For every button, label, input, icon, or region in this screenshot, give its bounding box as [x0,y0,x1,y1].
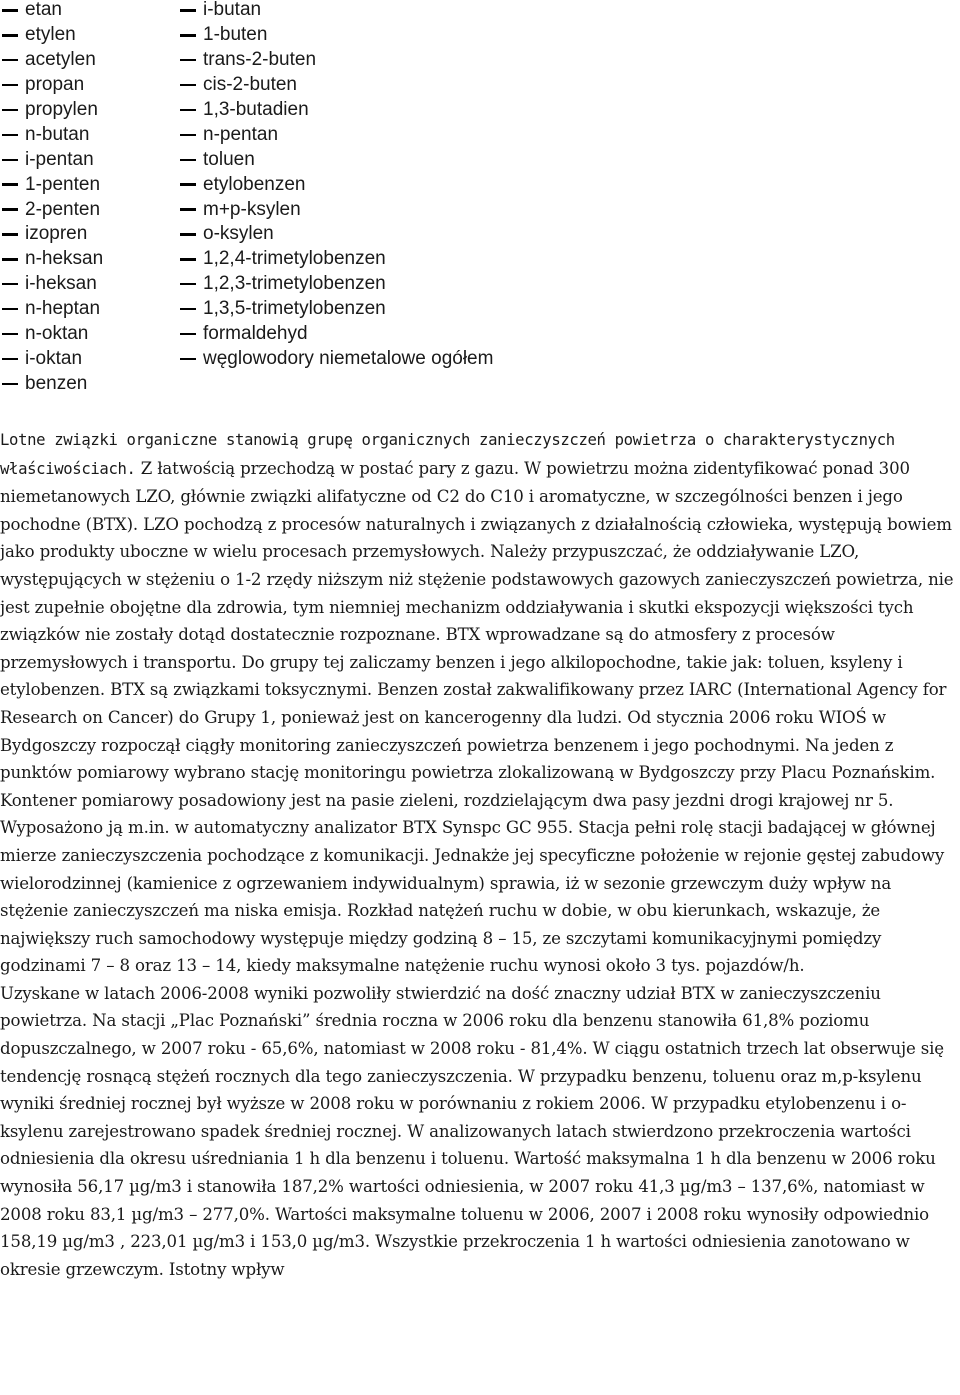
legend-item [180,172,493,197]
legend-item [2,23,103,48]
legend-label: n-heptan [25,298,101,320]
legend-label: propylen [25,99,98,120]
legend-item [2,73,103,98]
legend-column-right [180,0,493,371]
legend-item [180,297,493,322]
legend-label: i-butan [203,0,262,21]
legend-item [2,98,103,123]
legend-line-icon [180,159,196,162]
legend-item [180,23,493,48]
legend-item [180,73,493,98]
legend-label: węglowodory niemetalowe ogółem [203,347,494,369]
legend-label: izopren [25,223,88,245]
legend-label: 1,2,3-trimetylobenzen [203,273,386,295]
legend-item [180,197,493,222]
legend-item [2,346,103,371]
legend-line-icon [2,159,18,162]
legend-label: etylobenzen [203,173,306,195]
legend-item [2,222,103,247]
legend-label: 1-buten [203,24,268,46]
legend-label: 1,3,5-trimetylobenzen [203,298,386,320]
legend-line-icon [180,358,196,361]
legend-item [2,147,103,172]
legend-label: toluen [203,148,255,170]
legend-line-icon [180,59,196,62]
legend-line-icon [180,283,196,286]
legend-line-icon [2,134,18,137]
legend-label: n-pentan [203,123,279,145]
legend-label: i-heksan [25,273,97,295]
legend-line-icon [180,308,196,311]
legend-item [180,122,493,147]
legend-item [2,272,103,297]
legend-line-icon [2,333,18,336]
legend-label: etan [25,0,62,21]
legend-item [180,322,493,347]
legend-line-icon [2,233,18,236]
legend-item [180,346,493,371]
legend-item [2,48,103,73]
legend-item [2,322,103,347]
legend-item [2,0,103,23]
legend-item [180,147,493,172]
legend-label: benzen [25,372,88,394]
legend-label: n-butan [25,123,90,145]
legend-item [180,247,493,272]
legend-line-icon [2,283,18,286]
legend-line-icon [180,9,196,12]
legend-item [180,0,493,23]
legend-item [180,222,493,247]
legend-label: 1,2,4-trimetylobenzen [203,248,386,270]
legend-label: o-ksylen [203,223,274,245]
legend-line-icon [2,258,18,261]
legend-label: 1-penten [25,173,101,195]
legend-label: n-heksan [25,248,104,270]
legend-label: i-pentan [25,148,94,170]
legend-label: n-oktan [25,323,89,345]
legend-line-icon [2,9,18,12]
legend-label: 1,3-butadien [203,99,309,120]
legend-label: formaldehyd [203,323,308,345]
legend-line-icon [180,84,196,87]
legend-line-icon [2,358,18,361]
legend-label: cis-2-buten [203,74,297,96]
legend-item [2,297,103,322]
article-intro: Lotne związki organiczne stanowią grupę organicznych zanieczyszczeń powietrza o charakterystycznych właściwościach. [0,431,895,478]
legend-line-icon [2,34,18,37]
legend-line-icon [2,84,18,87]
article-text [0,426,960,1283]
legend-label: 2-penten [25,198,101,220]
chart-legend [0,0,960,400]
article-body-2: Uzyskane w latach 2006-2008 wyniki pozwoliły stwierdzić na dość znaczny udział BTX w zanieczyszczeniu powietrza. Na stacji „Plac Poznański” średnia roczna w 2006 roku dla benzenu stanowiła 61,8% poziomu dopuszczalnego, w 2007 roku - 65,6%, natomiast w 2008 roku - 81,4%. W ciągu ostatnich trzech lat obserwuje się tendencję rosnącą stężeń rocznych dla tego zanieczyszczenia. W przypadku benzenu, toluenu oraz m,p-ksylenu wyniki średniej rocznej był wyższe w 2008 roku w porównaniu z rokiem 2006. W przypadku etylobenzenu i o-ksylenu zarejestrowano spadek średniej rocznej. W analizowanych latach stwierdzono przekroczenia wartości odniesienia dla okresu uśredniania 1 h dla benzenu i toluenu. Wartość maksymalna 1 h dla benzenu w 2006 roku wynosiła 56,17 µg/m3 i stanowiła 187,2% wartości odniesienia, w 2007 roku 41,3 µg/m3 – 137,6%, natomiast w 2008 roku 83,1 µg/m3 – 277,0%. Wartości maksymalne toluenu w 2006, 2007 i 2008 roku wynosiły odpowiednio 158,19 µg/m3 , 223,01 µg/m3 i 153,0 µg/m3. Wszystkie przekroczenia 1 h wartości odniesienia zanotowano w okresie grzewczym. Istotny wpływ [0,983,944,1279]
legend-line-icon [180,34,196,37]
legend-item [180,272,493,297]
legend-line-icon [180,233,196,236]
legend-item [2,197,103,222]
legend-line-icon [180,258,196,261]
legend-line-icon [180,333,196,336]
legend-line-icon [180,134,196,137]
legend-item [180,98,493,123]
legend-item [2,122,103,147]
legend-item [2,247,103,272]
legend-label: propan [25,74,85,96]
legend-label: acetylen [25,49,96,71]
legend-item [180,48,493,73]
legend-line-icon [180,183,196,186]
legend-column-left [2,0,103,396]
legend-line-icon [2,308,18,311]
article-body-1: Z łatwością przechodzą w postać pary z gazu. W powietrzu można zidentyfikować ponad 300 niemetanowych LZO, głównie związki alifatyczne od C2 do C10 i aromatyczne, w szczególności benzen i jego pochodne (BTX). LZO pochodzą z procesów naturalnych i związanych z działalnością człowieka, występują bowiem jako produkty uboczne w wielu procesach przemysłowych. Należy przypuszczać, że oddziaływanie LZO, występujących w stężeniu o 1-2 rzędy niższym niż stężenie podstawowych gazowych zanieczyszczeń powietrza, nie jest zupełnie obojętne dla zdrowia, tym niemniej mechanizm oddziaływania i skutki ekspozycji większości tych związków nie zostały dotąd dostatecznie rozpoznane. BTX wprowadzane są do atmosfery z procesów przemysłowych i transportu. Do grupy tej zaliczamy benzen i jego alkilopochodne, takie jak: toluen, ksyleny i etylobenzen. BTX są związkami toksycznymi. Benzen został zakwalifikowany przez IARC (International Agency for Research on Cancer) do Grupy 1, ponieważ jest on kancerogenny dla ludzi. Od stycznia 2006 roku WIOŚ w Bydgoszczy rozpoczął ciągły monitoring zanieczyszczeń powietrza benzenem i jego pochodnymi. Na jeden z punktów pomiarowy wybrano stację monitoringu powietrza zlokalizowaną w Bydgoszczy przy Placu Poznańskim. Kontener pomiarowy posadowiony jest na pasie zieleni, rozdzielającym dwa pasy jezdni drogi krajowej nr 5. Wyposażono ją m.in. w automatyczny analizator BTX Synspc GC 955. Stacja pełni rolę stacji badającej w głównej mierze zanieczyszczenia pochodzące z komunikacji. Jednakże jej specyficzne położenie w rejonie gęstej zabudowy wielorodzinnej (kamienice z ogrzewaniem indywidualnym) sprawia, iż w sezonie grzewczym duży wpływ na stężenie zanieczyszczeń ma niska emisja. Rozkład natężeń ruchu w dobie, w obu kierunkach, wskazuje, że największy ruch samochodowy występuje między godziną 8 – 15, ze szczytami komunikacyjnymi pomiędzy godzinami 7 – 8 oraz 13 – 14, kiedy maksymalne natężenie ruchu wynosi około 3 tys. pojazdów/h. [0,458,954,976]
legend-item [2,172,103,197]
legend-line-icon [2,109,18,112]
legend-line-icon [2,383,18,386]
legend-line-icon [2,59,18,62]
legend-label: trans-2-buten [203,49,317,71]
legend-item [2,371,103,396]
legend-label: etylen [25,24,76,46]
legend-line-icon [180,208,196,211]
legend-line-icon [2,208,18,211]
legend-line-icon [2,183,18,186]
legend-label: i-oktan [25,347,83,369]
legend-label: m+p-ksylen [203,198,301,220]
legend-line-icon [180,109,196,112]
